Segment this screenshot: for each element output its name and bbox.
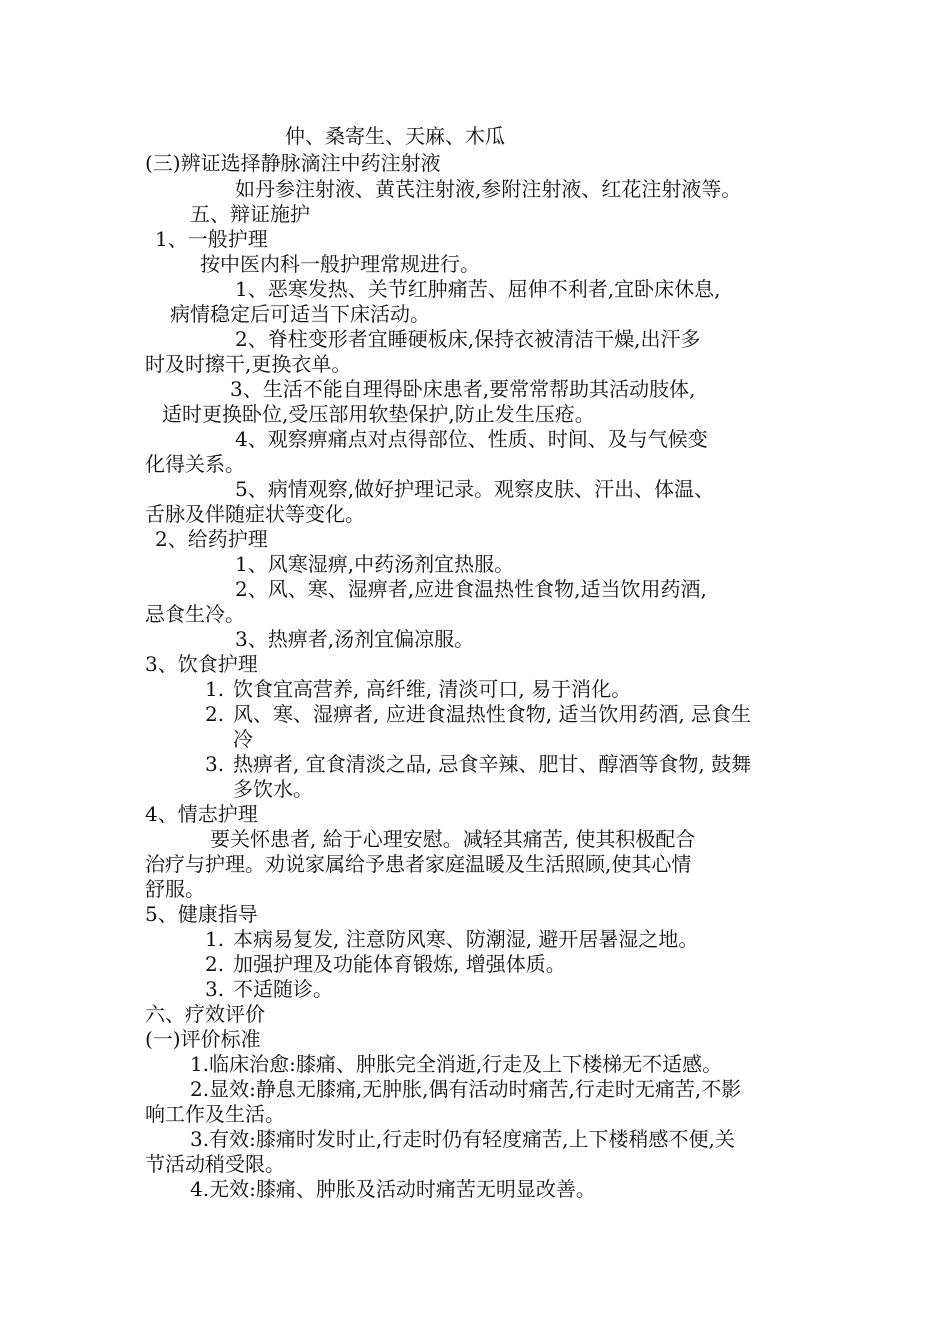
list-text: 不适随诊。 — [233, 977, 333, 1001]
list-item — [205, 676, 950, 702]
text-line: 化得关系。 — [145, 452, 245, 476]
text-line: 2、脊柱变形者宜睡硬板床,保持衣被清洁干燥,出汗多 — [235, 327, 701, 351]
text-line: 要关怀患者, 給于心理安慰。减轻其痛苦, 使其积极配合 — [210, 827, 696, 851]
list-text: 热痹者, 宜食清淡之品, 忌食辛辣、肥甘、醇酒等食物, 鼓舞 — [233, 752, 752, 776]
text-line: 4、观察痹痛点对点得部位、性质、时间、及与气候变 — [235, 427, 708, 451]
list-number: 3. — [205, 752, 225, 776]
list-text: 本病易复发, 注意防风寒、防潮湿, 避开居暑湿之地。 — [233, 927, 699, 951]
list-number: 1. — [205, 927, 225, 951]
text-line: 响工作及生活。 — [145, 1102, 285, 1126]
subsection-heading: 5、健康指导 — [145, 902, 258, 926]
list-number — [205, 726, 233, 752]
list-item — [205, 726, 950, 752]
text-line: 治疗与护理。劝说家属给予患者家庭温暖及生活照顾,使其心情 — [145, 852, 692, 876]
section-heading: 六、疗效评价 — [145, 1002, 265, 1026]
list-number: 2. — [205, 952, 225, 976]
list-item — [205, 751, 950, 777]
text-line: 舌脉及伴随症状等变化。 — [145, 502, 365, 526]
subsection-heading: 2、给药护理 — [155, 527, 268, 551]
text-line: 时及时擦干,更换衣单。 — [145, 352, 352, 376]
list-text: 风、寒、湿痹者, 应进食温热性食物, 适当饮用药酒, 忌食生 — [233, 702, 752, 726]
list-text: 多饮水。 — [233, 777, 313, 801]
list-text: 冷 — [233, 727, 253, 751]
text-line: 如丹参注射液、黄芪注射液,参附注射液、红花注射液等。 — [235, 177, 742, 201]
text-line: 适时更换卧位,受压部用软垫保护,防止发生压疮。 — [162, 402, 595, 426]
list-item — [205, 701, 950, 727]
section-heading: (三)辨证选择静脉滴注中药注射液 — [145, 151, 441, 175]
list-text: 饮食宜高营养, 高纤维, 清淡可口, 易于消化。 — [233, 677, 632, 701]
list-text: 加强护理及功能体育锻炼, 增强体质。 — [233, 952, 566, 976]
text-line: 仲、桑寄生、天麻、木瓜 — [285, 124, 505, 148]
text-line: 1、恶寒发热、关节红肿痛苦、屈伸不利者,宜卧床休息, — [235, 277, 721, 301]
text-line: 5、病情观察,做好护理记录。观察皮肤、汗出、体温、 — [235, 477, 715, 501]
text-line: 病情稳定后可适当下床活动。 — [170, 302, 430, 326]
text-line: 2、风、寒、湿痹者,应进食温热性食物,适当饮用药酒, — [235, 577, 707, 601]
subsection-heading: (一)评价标准 — [145, 1027, 261, 1051]
section-heading: 五、辩证施护 — [190, 202, 310, 226]
subsection-heading: 4、情志护理 — [145, 802, 258, 826]
text-line: 3.有效:膝痛时发时止,行走时仍有轻度痛苦,上下楼稍感不便,关 — [190, 1127, 735, 1151]
list-number: 3. — [205, 977, 225, 1001]
text-line: 节活动稍受限。 — [145, 1152, 285, 1176]
text-line: 忌食生冷。 — [145, 602, 245, 626]
text-line: 3、热痹者,汤剂宜偏凉服。 — [235, 627, 475, 651]
list-number: 1. — [205, 677, 225, 701]
text-line: 2.显效:静息无膝痛,无肿胀,偶有活动时痛苦,行走时无痛苦,不影 — [190, 1077, 742, 1101]
text-line: 1、风寒湿痹,中药汤剂宜热服。 — [235, 552, 515, 576]
list-item — [205, 976, 950, 1002]
text-line: 3、生活不能自理得卧床患者,要常常帮助其活动肢体, — [230, 377, 696, 401]
list-item — [205, 951, 950, 977]
text-line: 4.无效:膝痛、肿胀及活动时痛苦无明显改善。 — [190, 1177, 596, 1201]
list-number — [205, 776, 233, 802]
text-line: 1.临床治愈:膝痛、肿胀完全消逝,行走及上下楼梯无不适感。 — [190, 1052, 723, 1076]
subsection-heading: 3、饮食护理 — [145, 652, 258, 676]
list-item — [205, 776, 950, 802]
subsection-heading: 1、一般护理 — [155, 227, 268, 251]
text-line: 按中医内科一般护理常规进行。 — [200, 252, 480, 276]
list-item — [205, 926, 950, 952]
text-line: 舒服。 — [145, 877, 205, 901]
list-number: 2. — [205, 702, 225, 726]
